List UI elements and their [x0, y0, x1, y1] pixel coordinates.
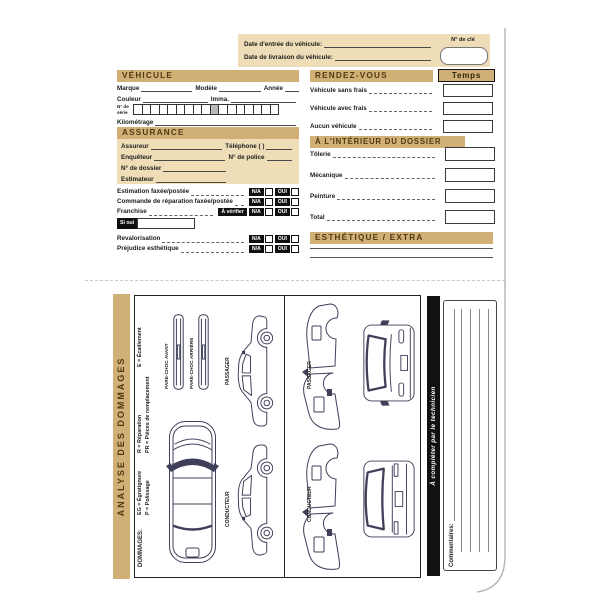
- passager-side-label: PASSAGER: [225, 357, 231, 385]
- oui-checkbox: [291, 235, 299, 243]
- esthetique-header: ESTHÉTIQUE / EXTRA: [310, 232, 493, 244]
- aucun-vehicule-label: Aucun véhicule: [310, 123, 357, 131]
- aucun-vehicule-row: [310, 122, 435, 131]
- oui-checkbox: [291, 245, 299, 253]
- vehicule-row-1: [117, 84, 299, 93]
- leader: [359, 122, 432, 130]
- assurance-header: ASSURANCE: [117, 127, 299, 139]
- date-box: [238, 34, 490, 67]
- franchise-row: [117, 207, 299, 217]
- oui-checkbox: [291, 208, 299, 216]
- oui-chip: OUI: [275, 188, 290, 196]
- esthetique-line: [310, 248, 493, 249]
- assureur-line: [151, 142, 223, 150]
- car-side-view-passager-diagram: [233, 309, 273, 429]
- comment-line: [488, 309, 489, 552]
- temps-header: Temps: [438, 69, 495, 82]
- no-dossier-line: [163, 164, 226, 172]
- na-checkbox: [265, 188, 273, 196]
- dommages-legend-title: DOMMAGES:: [138, 529, 144, 567]
- damage-analysis-section: [113, 294, 495, 579]
- assurance-block: [117, 127, 299, 184]
- na-chip: N/A: [249, 235, 264, 243]
- no-cle-field: [440, 47, 488, 65]
- leader: [327, 213, 435, 221]
- na-checkbox: [265, 235, 273, 243]
- estimateur-line: [156, 175, 226, 183]
- peinture-field: [445, 189, 495, 203]
- vin-cell: [270, 104, 280, 115]
- revalorisation-label: Revalorisation: [117, 235, 161, 243]
- commande-row: [117, 197, 299, 207]
- sans-frais-field: [443, 84, 493, 97]
- peinture-row: [310, 192, 438, 201]
- car-front-view-diagram: [361, 317, 416, 409]
- kilometrage-label: Kilométrage: [117, 119, 154, 127]
- comment-line: [461, 309, 462, 552]
- commentaires-row: [447, 306, 456, 567]
- leader: [337, 192, 435, 200]
- imma-line: [231, 95, 296, 103]
- date-livraison-line: [335, 53, 431, 61]
- analyse-box: [134, 295, 421, 578]
- modele-line: [219, 84, 261, 92]
- commande-label: Commande de réparation faxée/postée: [117, 198, 233, 206]
- si-oui-chip: Si oui: [117, 218, 137, 229]
- sans-frais-row: [310, 86, 435, 95]
- oui-checkbox: [291, 188, 299, 196]
- legend-r: R = Réparation: [137, 414, 143, 453]
- leader: [333, 150, 435, 158]
- couleur-label: Couleur: [117, 96, 141, 104]
- no-serie-row: [117, 104, 299, 115]
- marque-line: [141, 84, 192, 92]
- rotated-content: [113, 294, 495, 579]
- franchise-label: Franchise: [117, 208, 147, 216]
- marque-label: Marque: [117, 85, 140, 93]
- commentaires-line: [447, 309, 455, 521]
- na-chip: N/A: [249, 208, 264, 216]
- telephone-line: [266, 142, 292, 150]
- vin-grid: [134, 104, 279, 115]
- enqueteur-label: Enquêteur: [121, 154, 153, 162]
- leader: [369, 104, 432, 112]
- total-row: [310, 213, 438, 222]
- na-checkbox: [265, 245, 273, 253]
- no-serie-label: N° de série: [117, 104, 129, 115]
- annee-line: [285, 84, 299, 92]
- no-dossier-label: N° de dossier: [121, 165, 162, 173]
- commentaires-label: Commentaires:: [448, 523, 455, 567]
- assureur-row: [121, 142, 295, 151]
- comment-line: [479, 309, 480, 552]
- estimation-label: Estimation faxée/postée: [117, 188, 190, 196]
- rendezvous-header: RENDEZ-VOUS: [310, 70, 433, 82]
- no-cle-label: N° de clé: [451, 37, 475, 43]
- passager-panel-diagram: [297, 300, 353, 432]
- date-entree-line: [324, 40, 431, 48]
- annee-label: Année: [263, 85, 283, 93]
- couleur-line: [143, 95, 208, 103]
- estimation-row: [117, 187, 299, 197]
- enqueteur-line: [154, 153, 225, 161]
- car-side-view-conducteur-diagram: [233, 442, 273, 562]
- legend-eg: EG = Égratignure: [137, 470, 143, 515]
- analyse-title: ANALYSE DES DOMMAGES: [113, 294, 130, 579]
- legend-e: E = Écaillement: [137, 327, 143, 367]
- conducteur-panel-diagram: [297, 440, 353, 572]
- na-chip: N/A: [249, 188, 264, 196]
- avec-frais-row: [310, 104, 435, 113]
- sans-frais-label: Véhicule sans frais: [310, 87, 368, 95]
- peinture-label: Peinture: [310, 193, 336, 201]
- date-livraison-label: Date de livraison du véhicule:: [244, 54, 333, 62]
- car-rear-view-diagram: [361, 453, 416, 545]
- legend-pr: PR = Pièces de remplacement: [145, 376, 151, 453]
- si-oui-field: [137, 218, 195, 229]
- na-checkbox: [265, 198, 273, 206]
- technicien-bar: À compléter par le technicien: [427, 296, 440, 576]
- na-chip: N/A: [249, 198, 264, 206]
- comment-line: [470, 309, 471, 552]
- panel-divider: [284, 296, 285, 577]
- vehicule-row-2: [117, 95, 299, 104]
- dossier-header: À L'INTÉRIEUR DU DOSSIER: [310, 136, 465, 148]
- vehicule-header: VÉHICULE: [117, 70, 299, 82]
- leader: [149, 208, 214, 216]
- no-dossier-row: [121, 164, 229, 173]
- prejudice-label: Préjudice esthétique: [117, 245, 179, 253]
- na-checkbox: [265, 208, 273, 216]
- oui-chip: OUI: [275, 245, 290, 253]
- leader: [181, 245, 244, 253]
- imma-label: Imma.: [210, 96, 229, 104]
- tolerie-row: [310, 150, 438, 159]
- si-oui-row: [117, 218, 195, 229]
- telephone-label: Téléphone ( ): [225, 143, 265, 151]
- kilometrage-row: [117, 118, 299, 127]
- estimateur-row: [121, 175, 229, 184]
- avec-frais-label: Véhicule avec frais: [310, 105, 367, 113]
- assureur-label: Assureur: [121, 143, 149, 151]
- front-bumper-diagram: [173, 314, 184, 390]
- car-top-view-diagram: [166, 420, 219, 564]
- leader: [345, 171, 435, 179]
- estimateur-label: Estimateur: [121, 176, 154, 184]
- oui-chip: OUI: [275, 235, 290, 243]
- oui-checkbox: [291, 198, 299, 206]
- date-entree-label: Date d'entrée du véhicule:: [244, 41, 323, 49]
- tolerie-field: [445, 147, 495, 161]
- tolerie-label: Tôlerie: [310, 151, 331, 159]
- pare-choc-arriere-label: PARE-CHOC ARRIÈRE: [190, 337, 195, 389]
- commentaires-box: [443, 300, 497, 571]
- date-livraison-row: [244, 53, 434, 62]
- date-entree-row: [244, 40, 434, 49]
- mecanique-label: Mécanique: [310, 172, 343, 180]
- modele-label: Modèle: [195, 85, 218, 93]
- conducteur-side-label: CONDUCTEUR: [225, 491, 231, 527]
- oui-chip: OUI: [275, 198, 290, 206]
- no-police-label: N° de police: [228, 154, 265, 162]
- mecanique-field: [445, 168, 495, 182]
- aucun-vehicule-field: [443, 120, 493, 133]
- legend-p: P = Polissage: [145, 480, 151, 515]
- revalorisation-row: [117, 234, 299, 244]
- total-label: Total: [310, 214, 325, 222]
- leader: [235, 198, 244, 206]
- leader: [162, 235, 243, 243]
- pare-choc-avant-label: PARE-CHOC AVANT: [165, 343, 170, 389]
- prejudice-row: [117, 244, 299, 254]
- enqueteur-row: [121, 153, 295, 162]
- conducteur-panel-label: CONDUCTEUR: [307, 486, 313, 522]
- leader: [369, 86, 432, 94]
- esthetique-line: [310, 257, 493, 258]
- leader: [191, 188, 244, 196]
- avec-frais-field: [443, 102, 493, 115]
- a-verifier-chip: À vérifier: [218, 208, 247, 216]
- na-chip: N/A: [249, 245, 264, 253]
- passager-panel-label: PASSAGER: [307, 361, 313, 389]
- perforation-line: [85, 280, 505, 281]
- mecanique-row: [310, 171, 438, 180]
- kilometrage-line: [155, 118, 296, 126]
- no-police-line: [267, 153, 292, 161]
- rear-bumper-diagram: [198, 314, 209, 390]
- total-field: [445, 210, 495, 224]
- oui-chip: OUI: [275, 208, 290, 216]
